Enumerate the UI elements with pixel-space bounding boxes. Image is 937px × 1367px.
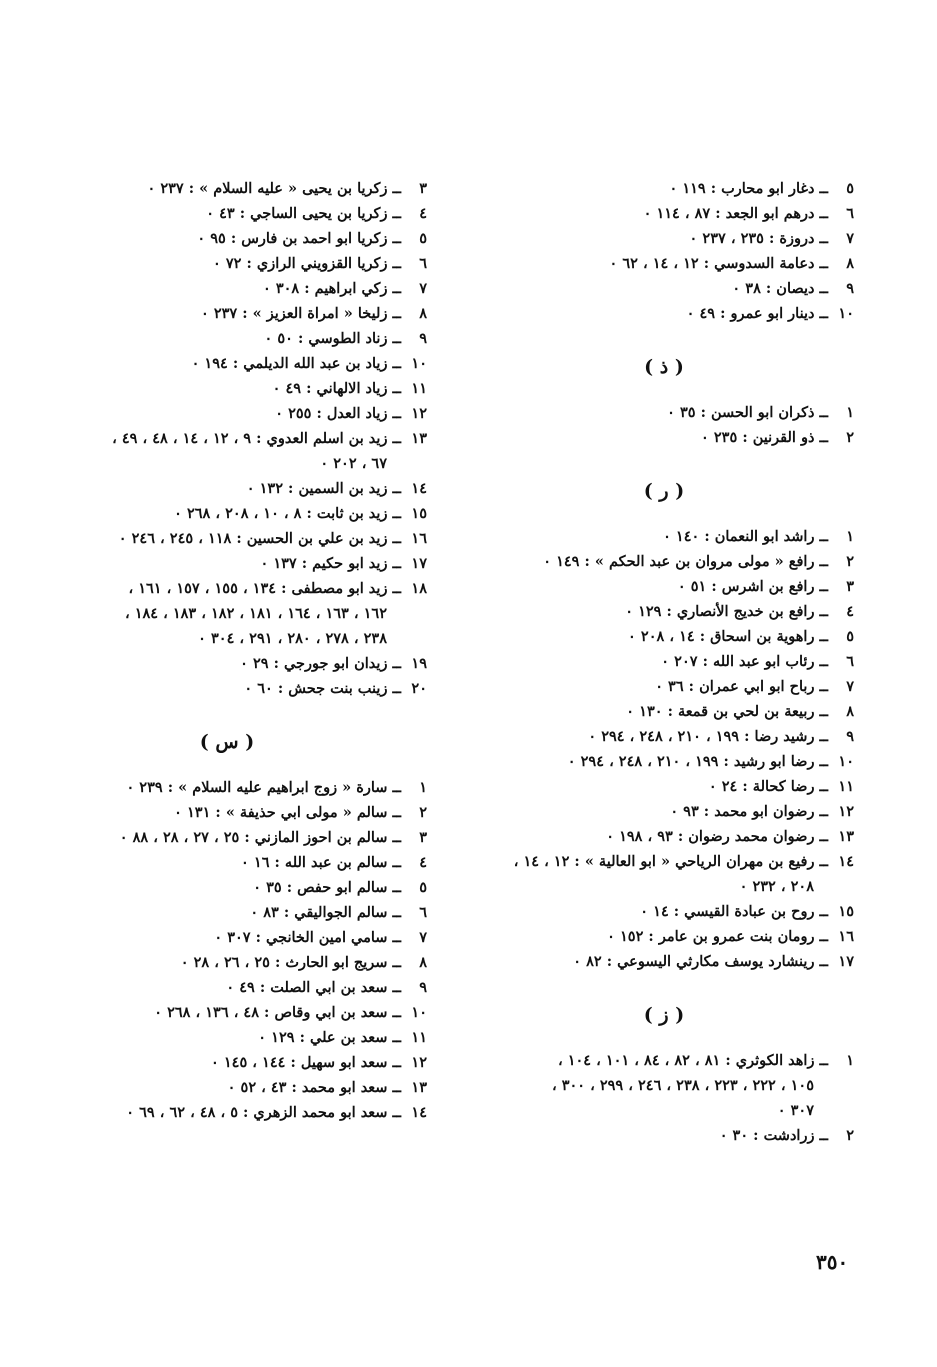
entry-text: ــ سعد ابو محمد الزهري : ٥ ، ٤٨ ، ٦٢ ، ٦٩ ٠: [126, 1104, 401, 1121]
entry-number: ١٠: [411, 1004, 427, 1021]
entry-number: ٢: [846, 1127, 854, 1144]
entry-text: ــ رضا ابو رشيد : ١٩٩ ، ٢١٠ ، ٢٤٨ ، ٢٩٤ ٠: [567, 753, 828, 770]
section-heading-zay: ( ز ): [643, 1004, 685, 1026]
entry-text: ــ سامي امين الخانجي : ٣٠٧ ٠: [214, 929, 401, 946]
entry-text: ــ زيد بن ثابت : ٨ ، ١٠ ، ٢٠٨ ، ٢٦٨ ٠: [174, 505, 401, 522]
entry-text: ــ دغار ابو محارب : ١١٩ ٠: [669, 180, 828, 197]
entry-number: ١٠: [838, 753, 854, 770]
entry-number: ١١: [838, 778, 854, 795]
entry-text: ــ سالم الجواليقي : ٨٣ ٠: [250, 904, 401, 921]
index-entry: [27, 376, 427, 401]
entry-number: ١٥: [411, 505, 427, 522]
index-entry: [474, 724, 854, 749]
entry-number: ٤: [419, 854, 427, 871]
entry-continuation: ٦٧ ، ٢٠٢ ٠: [320, 455, 387, 472]
entry-text: ــ سعد بن ابي الصلت : ٤٩ ٠: [226, 979, 401, 996]
entry-text: ــ رباح ابو ابي عمران : ٣٦ ٠: [655, 678, 828, 695]
entry-number: ١: [419, 779, 427, 796]
entry-text: ــ ديصان : ٣٨ ٠: [732, 280, 828, 297]
entry-text: ــ سريج ابو الحارث : ٢٥ ، ٢٦ ، ٢٨ ٠: [180, 954, 401, 971]
entry-text: ــ زيد ابو حكيم : ١٣٧ ٠: [260, 555, 401, 572]
entry-number: ٤: [846, 603, 854, 620]
index-entry: [474, 799, 854, 824]
entry-number: ١٣: [838, 828, 854, 845]
index-entry: [27, 526, 427, 551]
entry-number: ١٧: [411, 555, 427, 572]
entry-number: ١٤: [411, 480, 427, 497]
entry-number: ٨: [846, 255, 854, 272]
entry-number: ٥: [419, 879, 427, 896]
entry-text: ــ زيدان ابو جورجي : ٢٩ ٠: [240, 655, 401, 672]
entry-text: ــ رافع « مولى مروان بن عبد الحكم » : ١٤٩ ٠: [543, 553, 828, 570]
entry-number: ٧: [846, 230, 854, 247]
index-entry: [474, 201, 854, 226]
entry-continuation: ١٠٥ ، ٢٢٢ ، ٢٢٣ ، ٢٣٨ ، ٢٤٦ ، ٢٩٩ ، ٣٠٠ ،: [551, 1077, 814, 1094]
index-entry: [27, 900, 427, 925]
section-heading-ra: ( ر ): [643, 480, 685, 502]
index-entry: [474, 924, 854, 949]
entry-number: ٥: [419, 230, 427, 247]
entry-number: ٥: [846, 628, 854, 645]
entry-text: ــ زياد بن عبد الله الديلمي : ١٩٤ ٠: [191, 355, 401, 372]
index-entry: [27, 800, 427, 825]
entry-number: ٨: [419, 954, 427, 971]
index-entry: [474, 949, 854, 974]
entry-text: ــ زليخا « امراة العزيز » : ٢٣٧ ٠: [200, 305, 401, 322]
index-entry: [474, 674, 854, 699]
index-entry: [27, 1075, 427, 1100]
index-entry: [474, 649, 854, 674]
entry-number: ١٢: [838, 803, 854, 820]
entry-number: ١٣: [411, 1079, 427, 1096]
entry-text: ــ زياد العدل : ٢٥٥ ٠: [275, 405, 401, 422]
entry-text: ــ دعامة السدوسي : ١٢ ، ١٤ ، ٦٢ ٠: [609, 255, 828, 272]
index-entry: [27, 251, 427, 276]
entry-number: ١٢: [411, 405, 427, 422]
entry-number: ١١: [411, 1029, 427, 1046]
index-entry: [27, 301, 427, 326]
dal-entries: [474, 176, 854, 326]
entry-text: ــ رضوان محمد رضوان : ٩٣ ، ١٩٨ ٠: [606, 828, 828, 845]
entry-number: ١٦: [838, 928, 854, 945]
index-entry: [474, 824, 854, 849]
entry-text: ــ رافع بن خديج الأنصاري : ١٢٩ ٠: [625, 603, 828, 620]
index-entry: [27, 576, 427, 601]
entry-text: ــ دروزة : ٢٣٥ ، ٢٣٧ ٠: [689, 230, 828, 247]
entry-number: ١٣: [411, 430, 427, 447]
entry-number: ٦: [846, 205, 854, 222]
entry-text: ــ ذو القرنين : ٢٣٥ ٠: [701, 429, 828, 446]
section-heading-sin: ( س ): [199, 731, 255, 753]
index-entry: [474, 574, 854, 599]
entry-text: ــ رضا كحالة : ٢٤ ٠: [708, 778, 828, 795]
index-entry: [27, 351, 427, 376]
sin-entries: [27, 775, 427, 1125]
entry-number: ٩: [846, 280, 854, 297]
index-entry: [27, 975, 427, 1000]
zay-entries-start: [474, 1048, 854, 1148]
entry-text: ــ زناد الطوسي : ٥٠ ٠: [264, 330, 401, 347]
entry-text: ــ زكريا بن يحيى الساجي : ٤٣ ٠: [206, 205, 401, 222]
entry-text: ــ سالم بن احوز المازني : ٢٥ ، ٢٧ ، ٢٨ ، ٨٨ ٠: [119, 829, 401, 846]
index-entry: [27, 651, 427, 676]
entry-text: ــ درهم ابو الجعد : ٨٧ ، ١١٤ ٠: [643, 205, 828, 222]
index-entry: [474, 524, 854, 549]
index-entry: [27, 950, 427, 975]
entry-number: ١٢: [411, 1054, 427, 1071]
entry-text: ــ زيد بن السمين : ١٣٢ ٠: [246, 480, 401, 497]
index-entry: [27, 825, 427, 850]
index-entry: [27, 676, 427, 701]
entry-text: ــ رينشارد يوسف مكارثي اليسوعي : ٨٢ ٠: [573, 953, 828, 970]
index-entry: [27, 875, 427, 900]
entry-continuation: ٣٠٧ ٠: [777, 1102, 814, 1119]
entry-number: ٨: [846, 703, 854, 720]
entry-number: ٣: [419, 180, 427, 197]
index-entry: [474, 749, 854, 774]
index-entry: [27, 1050, 427, 1075]
index-entry: [474, 301, 854, 326]
entry-text: ــ راشد ابو النعمان : ١٤٠ ٠: [663, 528, 828, 545]
index-entry: [27, 551, 427, 576]
entry-number: ٣: [846, 578, 854, 595]
index-entry: [474, 549, 854, 574]
index-entry: [27, 426, 427, 451]
entry-text: ــ سارة « زوج ابراهيم عليه السلام » : ٢٣٩ ٠: [126, 779, 401, 796]
entry-number: ٧: [419, 929, 427, 946]
index-entry: [474, 699, 854, 724]
entry-text: ــ زيد بن علي بن الحسين : ١١٨ ، ٢٤٥ ، ٢٤٦ ٠: [118, 530, 401, 547]
index-entry: [27, 201, 427, 226]
entry-continuation: ١٦٢ ، ١٦٣ ، ١٦٤ ، ١٨١ ، ١٨٢ ، ١٨٣ ، ١٨٤ ،: [124, 605, 387, 622]
entry-number: ١٥: [838, 903, 854, 920]
index-entry: [27, 1000, 427, 1025]
index-entry: [474, 849, 854, 874]
entry-text: ــ سعد ابو محمد : ٤٣ ، ٥٢ ٠: [227, 1079, 401, 1096]
index-entry: [474, 251, 854, 276]
entry-number: ٢: [846, 429, 854, 446]
index-entry: [27, 176, 427, 201]
entry-text: ــ راهوية بن اسحاق : ١٤ ، ٢٠٨ ٠: [628, 628, 828, 645]
index-entry: [27, 850, 427, 875]
entry-number: ١٩: [411, 655, 427, 672]
index-entry: [27, 326, 427, 351]
section-heading-dhal: ( ذ ): [644, 356, 684, 378]
entry-text: ــ زيد ابو مصطفى : ١٣٤ ، ١٥٥ ، ١٥٧ ، ١٦١ ،: [128, 580, 401, 597]
entry-continuation: ٢٣٨ ، ٢٧٨ ، ٢٨٠ ، ٢٩١ ، ٣٠٤ ٠: [198, 630, 387, 647]
entry-number: ٥: [846, 180, 854, 197]
entry-text: ــ رومان بنت عمرو بن عامر : ١٥٢ ٠: [607, 928, 828, 945]
entry-number: ١: [846, 404, 854, 421]
entry-text: ــ سعد ابو سهيل : ١٤٤ ، ١٤٥ ٠: [211, 1054, 401, 1071]
zay-entries-cont: [27, 176, 427, 701]
entry-text: ــ زاهد الكوثري : ٨١ ، ٨٢ ، ٨٤ ، ١٠١ ، ١٠٤ ،: [557, 1052, 828, 1069]
entry-continuation: ٢٠٨ ، ٢٣٢ ٠: [739, 878, 814, 895]
entry-number: ٢: [846, 553, 854, 570]
entry-number: ٩: [846, 728, 854, 745]
entry-text: ــ سعد بن علي : ١٢٩ ٠: [258, 1029, 401, 1046]
index-entry: [474, 624, 854, 649]
entry-text: ــ زيد بن اسلم العدوي : ٩ ، ١٢ ، ١٤ ، ٤٨ ، ٤٩ ،: [112, 430, 401, 447]
entry-number: ١٠: [838, 305, 854, 322]
entry-number: ٧: [419, 280, 427, 297]
index-entry: [474, 176, 854, 201]
entry-number: ١٤: [411, 1104, 427, 1121]
index-entry: [27, 401, 427, 426]
index-entry: [27, 501, 427, 526]
index-entry: [27, 1025, 427, 1050]
entry-number: ٣: [419, 829, 427, 846]
index-entry: [474, 599, 854, 624]
entry-text: ــ رفيع بن مهران الرياحي « ابو العالية » : ١٢ ، ١٤ ،: [513, 853, 828, 870]
page-number: ٣٥٠: [816, 1250, 849, 1274]
entry-number: ٩: [419, 330, 427, 347]
right-column: [474, 176, 854, 1148]
index-entry: [474, 1048, 854, 1073]
entry-text: ــ زينب بنت جحش : ٦٠ ٠: [244, 680, 401, 697]
entry-text: ــ سالم ابو حفص : ٣٥ ٠: [253, 879, 401, 896]
ra-entries: [474, 524, 854, 974]
entry-number: ٦: [846, 653, 854, 670]
entry-number: ١٨: [411, 580, 427, 597]
index-entry: [474, 425, 854, 450]
entry-text: ــ رشيد رضا : ١٩٩ ، ٢١٠ ، ٢٤٨ ، ٢٩٤ ٠: [588, 728, 828, 745]
index-entry: [474, 400, 854, 425]
index-entry: [27, 925, 427, 950]
entry-text: ــ رافع بن اشرس : ٥١ ٠: [677, 578, 828, 595]
entry-text: ــ رئاب ابو عبد الله : ٢٠٧ ٠: [661, 653, 828, 670]
entry-text: ــ دينار ابو عمرو : ٤٩ ٠: [686, 305, 828, 322]
entry-text: ــ رضوان ابو محمد : ٩٣ ٠: [670, 803, 828, 820]
entry-number: ١: [846, 1052, 854, 1069]
entry-text: ــ ذكران ابو الحسن : ٣٥ ٠: [667, 404, 828, 421]
entry-text: ــ زكريا ابو احمد بن فارس : ٩٥ ٠: [197, 230, 401, 247]
index-entry: [27, 476, 427, 501]
entry-number: ٨: [419, 305, 427, 322]
entry-number: ١٤: [838, 853, 854, 870]
entry-text: ــ سالم « مولى ابي حذيفة » : ١٣١ ٠: [174, 804, 401, 821]
left-column: [27, 176, 427, 1125]
index-entry: [474, 1123, 854, 1148]
entry-number: ٦: [419, 255, 427, 272]
entry-number: ١٧: [838, 953, 854, 970]
entry-text: ــ زكريا القزويني الرازي : ٧٢ ٠: [213, 255, 401, 272]
entry-text: ــ زكريا بن يحيى « عليه السلام » : ٢٣٧ ٠: [147, 180, 401, 197]
entry-number: ١١: [411, 380, 427, 397]
entry-text: ــ زكي ابراهيم : ٣٠٨ ٠: [262, 280, 401, 297]
entry-number: ٧: [846, 678, 854, 695]
entry-text: ــ زياد الالهاني : ٤٩ ٠: [272, 380, 401, 397]
index-entry: [474, 276, 854, 301]
entry-number: ١: [846, 528, 854, 545]
index-entry: [27, 276, 427, 301]
entry-number: ٢٠: [411, 680, 427, 697]
index-entry: [474, 774, 854, 799]
index-entry: [27, 226, 427, 251]
entry-number: ٩: [419, 979, 427, 996]
entry-number: ١٠: [411, 355, 427, 372]
entry-number: ٦: [419, 904, 427, 921]
index-entry: [27, 1100, 427, 1125]
entry-number: ٢: [419, 804, 427, 821]
entry-number: ١٦: [411, 530, 427, 547]
entry-text: ــ سعد بن ابي وقاص : ٤٨ ، ١٣٦ ، ٢٦٨ ٠: [154, 1004, 401, 1021]
index-entry: [474, 226, 854, 251]
entry-number: ٤: [419, 205, 427, 222]
index-entry: [27, 775, 427, 800]
entry-text: ــ ربيعة بن لحي بن قمعة : ١٣٠ ٠: [626, 703, 828, 720]
entry-text: ــ روح بن عبادة القيسي : ١٤ ٠: [640, 903, 828, 920]
dhal-entries: [474, 400, 854, 450]
entry-text: ــ زرادشت : ٣٠ ٠: [719, 1127, 828, 1144]
entry-text: ــ سالم بن عبد الله : ١٦ ٠: [241, 854, 401, 871]
index-entry: [474, 899, 854, 924]
